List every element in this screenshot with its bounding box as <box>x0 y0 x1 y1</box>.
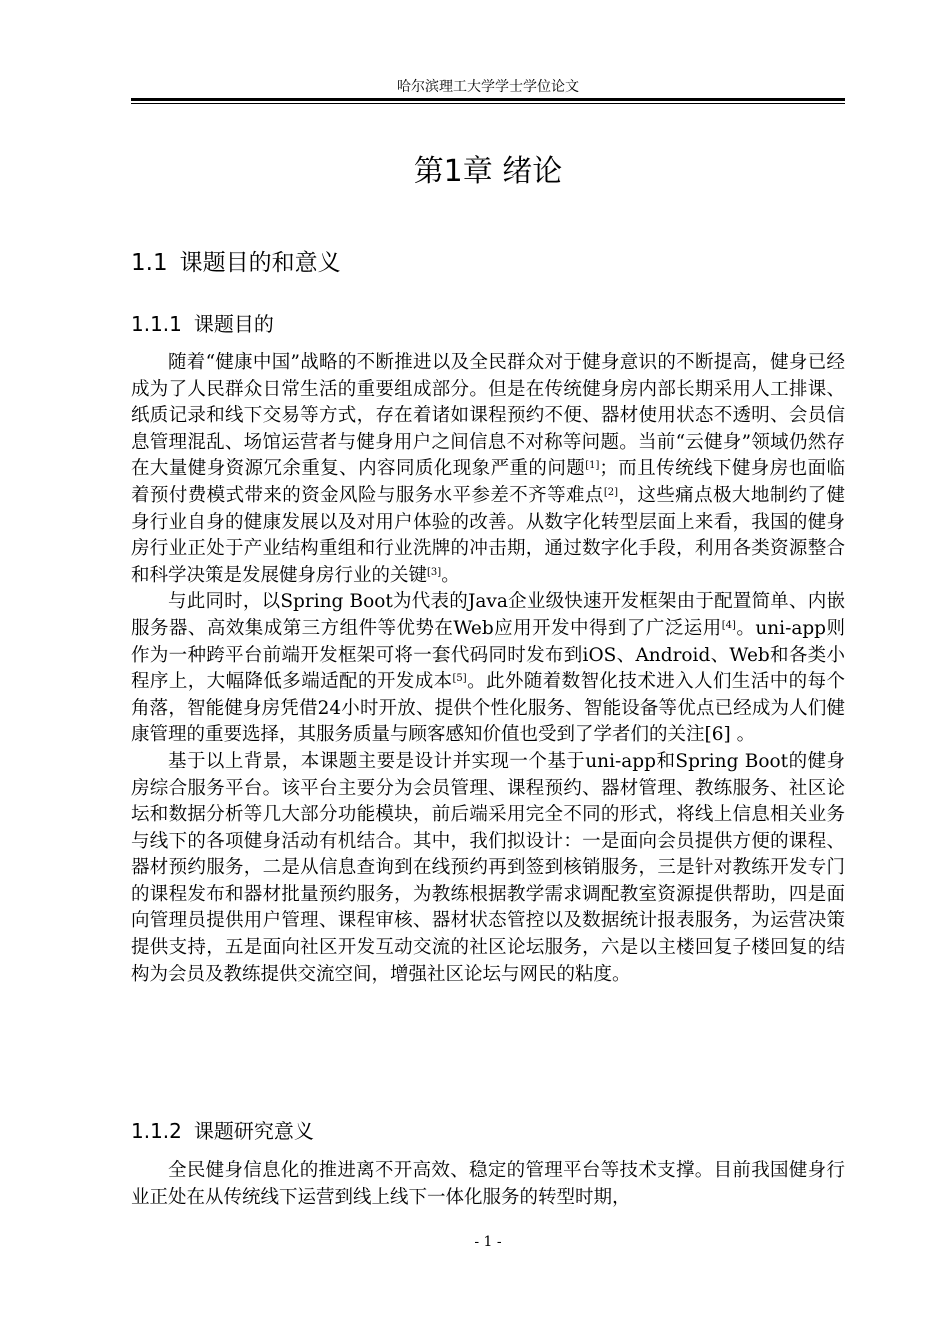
page-number: - 1 - <box>474 1234 502 1250</box>
text-run: 。 <box>441 564 460 586</box>
paragraph-3 <box>131 749 845 988</box>
chapter-title: 第1章 绪论 <box>413 154 563 189</box>
text-run: 。uni-app则作为一种跨平台前端开发框架可将一套代码同时发布到iOS、Android、Web和各类小程序上，大幅降低多端适配的开发成本 <box>131 617 845 693</box>
running-header: 哈尔滨理工大学学士学位论文 <box>397 79 579 95</box>
header-rule-thin <box>131 103 845 104</box>
citation: [4] <box>721 619 736 631</box>
citation: [3] <box>427 566 442 578</box>
text-run: 与此同时，以Spring Boot为代表的Java企业级快速开发框架由于配置简单、内嵌服务器、高效集成第三方组件等优势在Web应用开发中得到了广泛运用 <box>131 591 845 639</box>
citation: [2] <box>603 486 619 498</box>
section-title: 课题目的和意义 <box>179 250 341 276</box>
text-run: 基于以上背景，本课题主要是设计并实现一个基于uni-app和Spring Boot的健身房综合服务平台。该平台主要分为会员管理、课程预约、器材管理、教练服务、社区论坛和数据分析等几大部分功能模块，前后端采用完全不同的形式，将线上信息相关业务与线下的各项健身活动有机结合。其中，我们拟设计：一是面向会员提供方便的课程、器材预约服务，二是从信息查询到在线预约再到签到核销服务，三是针对教练开发专门的课程发布和器材批量预约服务，为教练根据教学需求调配教室资源提供帮助，四是面向管理员提供用户管理、课程审核、器材状态管控以及数据统计报表服务，为运营决策提供支持，五是面向社区开发互动交流的社区论坛服务，六是以主楼回复子楼回复的结构为会员及教练提供交流空间，增强社区论坛与网民的粘度。 <box>131 750 845 985</box>
header-rule-thick <box>131 98 845 101</box>
subsection-heading-1-1-1 <box>131 309 274 339</box>
section-number: 1.1 <box>131 250 168 276</box>
subsection-number: 1.1.2 <box>131 1119 182 1143</box>
subsection-title: 课题目的 <box>193 312 274 336</box>
paragraph-1 <box>131 350 845 589</box>
citation: [1] <box>585 460 600 472</box>
paragraph-4 <box>131 1158 845 1211</box>
text-run: 。此外随着数智化技术进入人们生活中的每个角落，智能健身房凭借24小时开放、提供个性化服务、智能设备等优点已经成为人们健康管理的重要选择，其服务质量与顾客感知价值也受到了学者们的关注[6] 。 <box>131 671 845 746</box>
paragraph-2 <box>131 589 845 749</box>
subsection-number: 1.1.1 <box>131 312 182 336</box>
citation: [5] <box>452 673 467 685</box>
text-run: 随着“健康中国”战略的不断推进以及全民群众对于健身意识的不断提高，健身已经成为了人民群众日常生活的重要组成部分。但是在传统健身房内部长期采用人工排课、纸质记录和线下交易等方式，存在着诸如课程预约不便、器材使用状态不透明、会员信息管理混乱、场馆运营者与健身用户之间信息不对称等问题。当前“云健身”领域仍然存在大量健身资源冗余重复、内容同质化现象严重的问题 <box>131 352 845 480</box>
text-run: 全民健身信息化的推进离不开高效、稳定的管理平台等技术支撑。目前我国健身行业正处在从传统线下运营到线上线下一体化服务的转型时期， <box>131 1160 845 1208</box>
subsection-heading-1-1-2 <box>131 1116 314 1146</box>
body-text-1-1-1 <box>131 350 845 988</box>
text-run: ；而且传统线下健身房也面临着预付费模式带来的资金风险与服务水平参差不齐等难点 <box>131 458 845 506</box>
body-text-1-1-2 <box>131 1158 845 1211</box>
subsection-title: 课题研究意义 <box>193 1119 314 1143</box>
text-run: ，这些痛点极大地制约了健身行业自身的健康发展以及对用户体验的改善。从数字化转型层面上来看，我国的健身房行业正处于产业结构重组和行业洗牌的冲击期，通过数字化手段，利用各类资源整合和科学决策是发展健身房行业的关键 <box>131 484 845 586</box>
section-heading-1-1 <box>131 246 341 280</box>
